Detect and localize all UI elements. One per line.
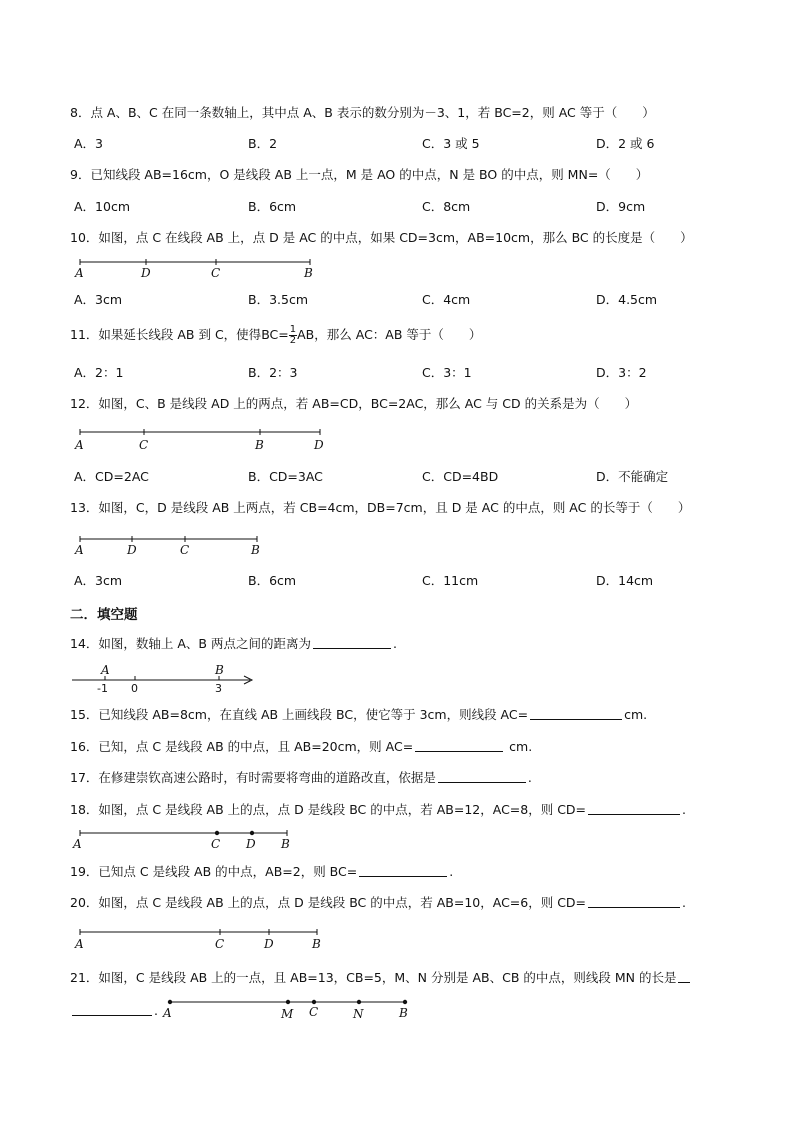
q15-answer-blank[interactable] <box>530 707 622 720</box>
q18-end: . <box>682 802 687 817</box>
question-11 <box>70 325 481 346</box>
q16-answer-blank[interactable] <box>415 739 503 752</box>
q21-label-a: A <box>163 1006 172 1020</box>
q15-text: 15．已知线段 AB=8cm，在直线 AB 上画线段 BC，使它等于 3cm，则线段 AC= <box>70 707 529 722</box>
q11-option-b[interactable]: B．2：3 <box>248 365 298 380</box>
q10-option-d[interactable]: D．4.5cm <box>596 292 658 307</box>
q11-option-d[interactable]: D．3：2 <box>596 365 647 380</box>
question-9: 9．已知线段 AB=16cm，O 是线段 AB 上一点，M 是 AO 的中点，N 是 BO 的中点，则 MN=（ ） <box>70 167 649 182</box>
question-15 <box>70 707 647 723</box>
q10-label-d: D <box>141 266 151 280</box>
q13-option-b[interactable]: B．6cm <box>248 573 297 588</box>
q13-option-d[interactable]: D．14cm <box>596 573 654 588</box>
q10-option-c[interactable]: C．4cm <box>422 292 471 307</box>
q16-text: 16．已知，点 C 是线段 AB 的中点，且 AB=20cm，则 AC= <box>70 739 414 754</box>
q20-label-a: A <box>75 937 84 951</box>
question-12: 12．如图，C、B 是线段 AD 上的两点，若 AB=CD，BC=2AC，那么 AC 与 CD 的关系是为（ ） <box>70 396 638 411</box>
q11-bc: BC= <box>261 327 289 342</box>
q14-tick-3: 3 <box>215 682 222 695</box>
q17-text: 17．在修建崇钦高速公路时，有时需要将弯曲的道路改直，依据是 <box>70 770 436 785</box>
q10-segment-figure <box>70 255 330 281</box>
q20-text: 20．如图，点 C 是线段 AB 上的点，点 D 是线段 BC 的中点，若 AB=10，AC=6，则 CD= <box>70 895 587 910</box>
q13-label-c: C <box>180 543 190 557</box>
q17-answer-blank[interactable] <box>438 770 526 783</box>
q12-option-b[interactable]: B．CD=3AC <box>248 469 323 484</box>
q15-end: cm. <box>624 707 648 722</box>
q20-answer-blank[interactable] <box>588 895 680 908</box>
q20-label-b: B <box>312 937 321 951</box>
q14-answer-blank[interactable] <box>313 636 391 649</box>
q18-label-b: B <box>281 837 290 851</box>
q13-option-a[interactable]: A．3cm <box>74 573 123 588</box>
question-14 <box>70 636 397 652</box>
q13-option-c[interactable]: C．11cm <box>422 573 479 588</box>
q18-text: 18．如图，点 C 是线段 AB 上的点，点 D 是线段 BC 的中点，若 AB=12，AC=8，则 CD= <box>70 802 587 817</box>
question-21 <box>70 970 692 986</box>
q9-option-d[interactable]: D．9cm <box>596 199 646 214</box>
q11-fraction-denominator: 2 <box>289 335 297 346</box>
q11-text-pre: 11．如果延长线段 AB 到 C，使得 <box>70 327 262 342</box>
q13-segment-figure <box>70 532 280 560</box>
q21-label-n: N <box>353 1007 364 1021</box>
q9-option-a[interactable]: A．10cm <box>74 199 131 214</box>
q11-option-c[interactable]: C．3：1 <box>422 365 472 380</box>
q14-end: . <box>392 636 397 651</box>
q13-label-b: B <box>251 543 260 557</box>
q18-answer-blank[interactable] <box>588 802 680 815</box>
q18-label-a: A <box>73 837 82 851</box>
q14-tick-0: 0 <box>131 682 138 695</box>
q13-label-a: A <box>75 543 84 557</box>
q21-label-m: M <box>281 1007 294 1021</box>
question-19 <box>70 864 453 880</box>
q10-label-a: A <box>75 266 84 280</box>
q19-answer-blank[interactable] <box>359 864 447 877</box>
q18-segment-figure <box>70 827 310 853</box>
q20-label-c: C <box>215 937 225 951</box>
q11-fraction <box>289 325 297 346</box>
q9-option-c[interactable]: C．8cm <box>422 199 471 214</box>
q20-label-d: D <box>264 937 274 951</box>
q11-ab: AB <box>297 327 315 342</box>
q13-label-d: D <box>127 543 137 557</box>
q10-option-b[interactable]: B．3.5cm <box>248 292 309 307</box>
q11-fraction-numerator: 1 <box>289 324 297 335</box>
question-8: 8．点 A、B、C 在同一条数轴上，其中点 A、B 表示的数分别为－3、1，若 BC=2，则 AC 等于（ ） <box>70 105 655 120</box>
q18-label-c: C <box>211 837 221 851</box>
q14-tick-minus1: -1 <box>97 682 108 695</box>
section-heading-fill-in: 二．填空题 <box>70 607 138 623</box>
q10-option-a[interactable]: A．3cm <box>74 292 123 307</box>
q12-segment-figure <box>70 425 340 453</box>
q21-segment-figure <box>160 994 420 1022</box>
q16-end: cm. <box>505 739 533 754</box>
q21-answer-blank-start[interactable] <box>678 970 690 983</box>
q10-label-b: B <box>304 266 313 280</box>
q9-option-b[interactable]: B．6cm <box>248 199 297 214</box>
q21-label-c: C <box>309 1005 319 1019</box>
q12-option-c[interactable]: C．CD=4BD <box>422 469 499 484</box>
q17-end: . <box>527 770 532 785</box>
question-21-continued <box>70 1003 158 1019</box>
q8-option-b[interactable]: B．2 <box>248 136 278 151</box>
question-18 <box>70 802 686 818</box>
q11-text-post: ，那么 AC：AB 等于（ ） <box>314 327 482 342</box>
q21-answer-blank[interactable] <box>72 1003 152 1016</box>
q12-label-d: D <box>314 438 324 452</box>
q20-segment-figure <box>70 926 330 952</box>
q12-label-b: B <box>255 438 264 452</box>
q21-end: . <box>154 1003 158 1018</box>
q14-label-b: B <box>215 663 224 677</box>
q8-option-c[interactable]: C．3 或 5 <box>422 136 480 151</box>
q12-label-c: C <box>139 438 149 452</box>
q11-option-a[interactable]: A．2：1 <box>74 365 124 380</box>
q20-end: . <box>682 895 687 910</box>
question-10: 10．如图，点 C 在线段 AB 上，点 D 是 AC 的中点，如果 CD=3cm，AB=10cm，那么 BC 的长度是（ ） <box>70 230 693 245</box>
q12-option-a[interactable]: A．CD=2AC <box>74 469 149 484</box>
q14-text: 14．如图，数轴上 A、B 两点之间的距离为 <box>70 636 311 651</box>
question-17 <box>70 770 532 786</box>
q21-label-b: B <box>399 1006 408 1020</box>
q19-end: . <box>449 864 454 879</box>
q18-label-d: D <box>246 837 256 851</box>
q19-text: 19．已知点 C 是线段 AB 的中点，AB=2，则 BC= <box>70 864 358 879</box>
q14-label-a: A <box>101 663 110 677</box>
q8-option-d[interactable]: D．2 或 6 <box>596 136 655 151</box>
question-13: 13．如图，C，D 是线段 AB 上两点，若 CB=4cm，DB=7cm，且 D 是 AC 的中点，则 AC 的长等于（ ） <box>70 500 691 515</box>
q12-option-d[interactable]: D．不能确定 <box>596 469 669 484</box>
q14-number-line <box>70 660 270 696</box>
q10-label-c: C <box>211 266 221 280</box>
q8-option-a[interactable]: A．3 <box>74 136 104 151</box>
q12-label-a: A <box>75 438 84 452</box>
question-16 <box>70 739 532 755</box>
question-20 <box>70 895 686 911</box>
q21-text: 21．如图，C 是线段 AB 上的一点，且 AB=13，CB=5，M、N 分别是 AB、CB 的中点，则线段 MN 的长是 <box>70 970 677 985</box>
